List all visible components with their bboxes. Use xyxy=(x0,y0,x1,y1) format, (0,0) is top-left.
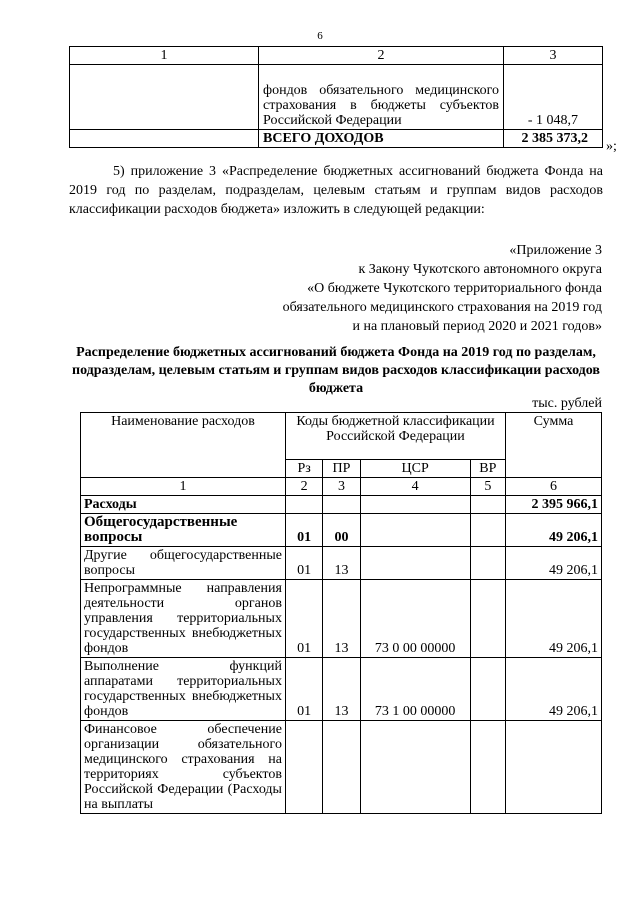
row-name: фондов обязательного медицинского страхования в бюджеты субъектов Российской Федерации xyxy=(263,83,499,128)
table-header-row xyxy=(81,413,602,460)
table-row xyxy=(81,658,602,721)
row-pr xyxy=(323,496,360,514)
col-header-sum: Сумма xyxy=(506,413,602,478)
appendix-line: и на плановый период 2020 и 2021 годов» xyxy=(352,319,602,334)
appendix-line: «Приложение 3 xyxy=(509,243,602,258)
closing-quote: »; xyxy=(606,139,617,154)
row-sum: 49 206,1 xyxy=(506,547,602,580)
row-rz xyxy=(285,496,322,514)
row-name: Общегосударственные вопросы xyxy=(81,514,286,547)
col-number: 1 xyxy=(81,478,286,496)
row-pr: 13 xyxy=(323,658,360,721)
total-label: ВСЕГО ДОХОДОВ xyxy=(259,130,504,148)
col-header: 3 xyxy=(504,47,603,65)
row-csr: 73 1 00 00000 xyxy=(360,658,470,721)
col-number: 5 xyxy=(470,478,505,496)
col-header-csr: ЦСР xyxy=(360,460,470,478)
row-sum: 49 206,1 xyxy=(506,658,602,721)
row-rz xyxy=(285,721,322,814)
col-header: 2 xyxy=(259,47,504,65)
page-number: 6 xyxy=(317,30,323,42)
amendment-paragraph: 5) приложение 3 «Распределение бюджетных ассигнований бюджета Фонда на 2019 год по разделам, подразделам, целевым статьям и группам видов расходов классификации расходов бюджета» изложить в следующей редакции: xyxy=(69,164,603,217)
row-name xyxy=(81,658,286,721)
col-header-rz: Рз xyxy=(285,460,322,478)
total-amount: 2 385 373,2 xyxy=(504,130,603,148)
appendix-line: к Закону Чукотского автономного округа xyxy=(358,262,602,277)
table-cell xyxy=(70,65,259,130)
row-pr: 13 xyxy=(323,547,360,580)
row-vr xyxy=(470,721,505,814)
table-row xyxy=(70,65,603,130)
appendix-line: «О бюджете Чукотского территориального фонда xyxy=(307,281,602,296)
table-cell xyxy=(70,130,259,148)
table-row xyxy=(81,547,602,580)
row-csr xyxy=(360,514,470,547)
row-name xyxy=(81,547,286,580)
table-row xyxy=(81,496,602,514)
appendix-header xyxy=(283,241,602,336)
table-row-total xyxy=(70,130,603,148)
section-heading: Распределение бюджетных ассигнований бюджета Фонда на 2019 год по разделам, подразделам, целевым статьям и группам видов расходов классификации расходов бюджета xyxy=(72,345,600,396)
row-rz: 01 xyxy=(285,514,322,547)
expenses-table xyxy=(80,412,602,814)
col-number: 3 xyxy=(323,478,360,496)
row-sum: 2 395 966,1 xyxy=(506,496,602,514)
col-number: 6 xyxy=(506,478,602,496)
row-pr: 00 xyxy=(323,514,360,547)
row-csr xyxy=(360,721,470,814)
table-row xyxy=(81,580,602,658)
table-row xyxy=(81,514,602,547)
units-label: тыс. рублей xyxy=(532,396,602,411)
row-pr: 13 xyxy=(323,580,360,658)
row-vr xyxy=(470,658,505,721)
row-name: Расходы xyxy=(81,496,286,514)
row-vr xyxy=(470,496,505,514)
row-sum: 49 206,1 xyxy=(506,514,602,547)
row-rz: 01 xyxy=(285,547,322,580)
row-name-text: Финансовое обеспечение организации обязательного медицинского страхования на территориях субъектов Российской Федерации (Расходы на выплаты xyxy=(84,722,282,812)
row-rz: 01 xyxy=(285,580,322,658)
row-vr xyxy=(470,514,505,547)
appendix-line: обязательного медицинского страхования на 2019 год xyxy=(282,300,602,315)
row-vr xyxy=(470,547,505,580)
col-header-name: Наименование расходов xyxy=(81,413,286,478)
row-sum: 49 206,1 xyxy=(506,580,602,658)
table-header-row xyxy=(70,47,603,65)
column-number-row xyxy=(81,478,602,496)
col-header-codes: Коды бюджетной классификации Российской Федерации xyxy=(285,413,505,460)
table-row xyxy=(81,721,602,814)
col-header-pr: ПР xyxy=(323,460,360,478)
table-cell-amount: - 1 048,7 xyxy=(504,65,603,130)
row-csr xyxy=(360,547,470,580)
row-name-text: Другие общегосударственные вопросы xyxy=(84,548,282,578)
row-name-text: Непрограммные направления деятельности органов управления территориальных государственных внебюджетных фондов xyxy=(84,581,282,656)
col-number: 2 xyxy=(285,478,322,496)
col-header: 1 xyxy=(70,47,259,65)
row-name-text: Выполнение функций аппаратами территориальных государственных внебюджетных фондов xyxy=(84,659,282,719)
col-header-vr: ВР xyxy=(470,460,505,478)
row-sum xyxy=(506,721,602,814)
row-csr xyxy=(360,496,470,514)
row-vr xyxy=(470,580,505,658)
row-csr: 73 0 00 00000 xyxy=(360,580,470,658)
row-name xyxy=(81,721,286,814)
table-cell-name xyxy=(259,65,504,130)
col-number: 4 xyxy=(360,478,470,496)
row-pr xyxy=(323,721,360,814)
row-name xyxy=(81,580,286,658)
income-table xyxy=(69,46,603,148)
row-rz: 01 xyxy=(285,658,322,721)
